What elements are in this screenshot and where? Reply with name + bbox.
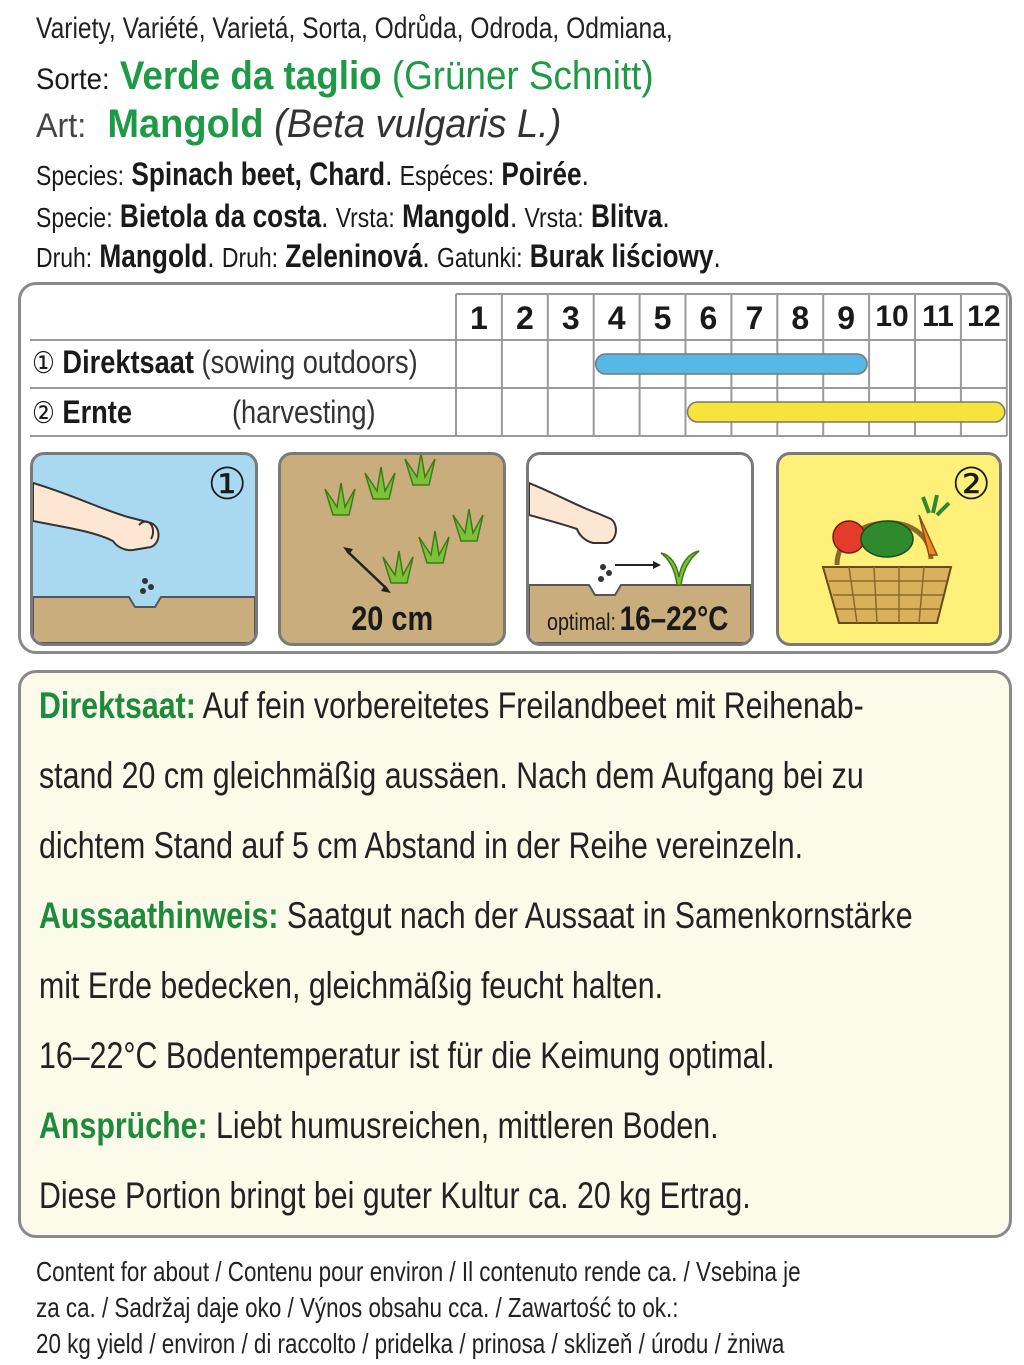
sowing-period-bar xyxy=(596,354,867,374)
harvest-badge: ② xyxy=(951,460,991,509)
temperature-label xyxy=(547,600,754,639)
month-label: 9 xyxy=(837,300,856,336)
row-label-sowing: Direktsaat xyxy=(62,344,194,380)
specie-value: Bietola da costa xyxy=(119,198,322,234)
dot: . xyxy=(581,156,589,192)
month-label: 3 xyxy=(561,300,580,336)
row-label-harvest: Ernte xyxy=(62,394,132,430)
species-label: Species: xyxy=(36,160,125,191)
month-label: 10 xyxy=(875,300,909,333)
vrsta1-label: Vrsta: xyxy=(335,202,395,233)
sorte-name: Verde da taglio xyxy=(119,54,382,98)
row-number-harvest: ② xyxy=(32,397,55,430)
dot: . xyxy=(713,238,721,274)
dot: . xyxy=(509,198,518,234)
month-label: 1 xyxy=(470,300,488,336)
spacing-label-wrap xyxy=(281,600,503,639)
druh2-value: Zeleninová xyxy=(285,238,423,274)
specie-label: Specie: xyxy=(36,202,113,233)
month-label: 2 xyxy=(515,300,534,336)
temperature-text: 16–22°C Bodentemperatur ist für die Keimung optimal. xyxy=(39,1035,775,1076)
footer-text-1: Content for about / Contenu pour environ / Il contenuto rende ca. / Vsebina je xyxy=(36,1256,801,1287)
art-label: Art: xyxy=(36,107,87,145)
harvest-period-bar xyxy=(688,402,1005,422)
aussaat-text-1: Saatgut nach der Aussaat in Samenkornstärke xyxy=(286,895,913,936)
sowing-badge: ① xyxy=(207,460,247,509)
month-label: 12 xyxy=(967,300,1001,333)
month-label: 5 xyxy=(653,300,672,336)
instruction-line-4 xyxy=(39,895,1024,937)
dot: . xyxy=(207,238,215,274)
instruction-line-7 xyxy=(39,1105,868,1147)
especes-value: Poirée xyxy=(501,156,582,192)
harvest-illustration xyxy=(776,452,1002,646)
art-name: Mangold xyxy=(107,102,264,146)
row-note-harvest-wrap xyxy=(232,394,401,431)
footer-line-2 xyxy=(36,1292,839,1324)
temp-prefix: optimal: xyxy=(547,609,616,636)
druh1-label: Druh: xyxy=(36,242,93,273)
anspruche-label: Ansprüche: xyxy=(39,1105,208,1146)
row-number-sowing: ① xyxy=(32,347,55,380)
month-label: 8 xyxy=(791,300,810,336)
footer-text-3: 20 kg yield / environ / di raccolto / pridelka / prinosa / sklizeň / úrodu / żniwa xyxy=(36,1328,785,1359)
vrsta2-value: Blitva xyxy=(590,198,663,234)
month-label: 11 xyxy=(922,300,954,333)
anspruche-text: Liebt humusreichen, mittleren Boden. xyxy=(216,1105,719,1146)
direktsaat-label: Direktsaat: xyxy=(39,685,196,726)
instruction-line-5 xyxy=(39,965,800,1007)
sorte-alt: (Grüner Schnitt) xyxy=(391,54,654,98)
instruction-line-1 xyxy=(39,685,1024,727)
art-latin: (Beta vulgaris L.) xyxy=(274,102,562,146)
direktsaat-text-1: Auf fein vorbereitetes Freilandbeet mit Reihenab- xyxy=(202,685,864,726)
calendar-row-harvest xyxy=(32,394,150,431)
dot: . xyxy=(321,198,329,234)
footer-text-2: za ca. / Sadržaj daje oko / Výnos obsahu cca. / Zawartość to ok.: xyxy=(36,1292,679,1323)
aussaat-label: Aussaathinweis: xyxy=(39,895,279,936)
vrsta2-label: Vrsta: xyxy=(524,202,584,233)
druh1-value: Mangold xyxy=(99,238,208,274)
species-value: Spinach beet, Chard xyxy=(131,156,386,192)
dot: . xyxy=(385,156,393,192)
dot: . xyxy=(422,238,430,274)
gatunki-value: Burak liściowy xyxy=(529,238,714,274)
sorte-label: Sorte: xyxy=(36,63,110,96)
especes-label: Espéces: xyxy=(399,160,495,191)
instruction-line-3 xyxy=(39,825,971,867)
instruction-line-2 xyxy=(39,755,1024,797)
druh2-label: Druh: xyxy=(221,242,279,273)
sowing-illustration xyxy=(30,452,258,646)
dot: . xyxy=(662,198,670,234)
vrsta1-value: Mangold xyxy=(402,198,510,234)
yield-text: Diese Portion bringt bei guter Kultur ca. 20 kg Ertrag. xyxy=(39,1175,751,1216)
germination-illustration xyxy=(526,452,754,646)
footer-line-3 xyxy=(36,1328,971,1360)
month-label: 6 xyxy=(699,300,718,336)
row-note-harvest: (harvesting) xyxy=(232,394,376,430)
spacing-illustration xyxy=(278,452,506,646)
temp-value: 16–22°C xyxy=(619,600,729,638)
gatunki-label: Gatunki: xyxy=(436,242,523,273)
footer-line-1 xyxy=(36,1256,992,1288)
variety-line-text: Variety, Variété, Varietá, Sorta, Odrůda, Odroda, Odmiana, xyxy=(36,12,673,45)
month-label: 7 xyxy=(745,300,764,336)
calendar-row-sowing xyxy=(32,344,486,381)
instruction-line-8 xyxy=(39,1175,907,1217)
row-note-sowing: (sowing outdoors) xyxy=(201,344,418,380)
aussaat-text-2: mit Erde bedecken, gleichmäßig feucht halten. xyxy=(39,965,664,1006)
instructions-panel xyxy=(18,670,1012,1238)
direktsaat-text-2: stand 20 cm gleichmäßig aussäen. Nach dem Aufgang bei zu xyxy=(39,755,864,796)
month-label: 4 xyxy=(607,300,626,336)
spacing-label: 20 cm xyxy=(351,600,433,638)
calendar-grid xyxy=(0,0,1024,460)
instruction-line-6 xyxy=(39,1035,936,1077)
direktsaat-text-3: dichtem Stand auf 5 cm Abstand in der Reihe vereinzeln. xyxy=(39,825,803,866)
